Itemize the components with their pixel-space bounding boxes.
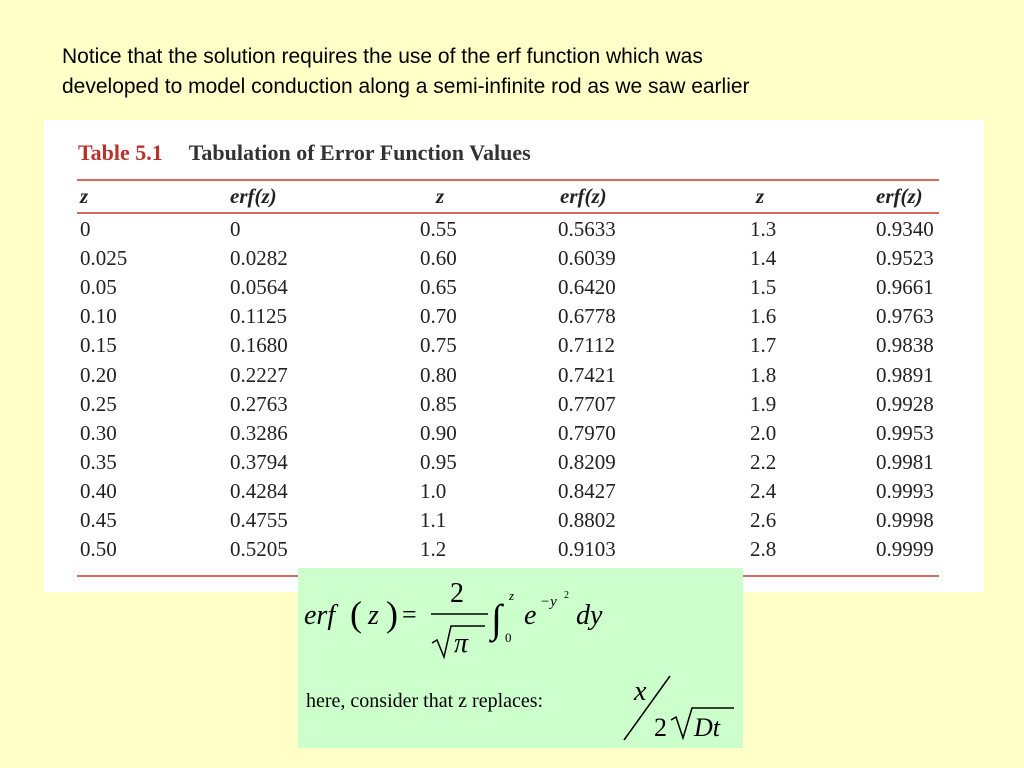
table-cell: 0.9661 (876, 275, 934, 299)
table-cell: 0.9838 (876, 333, 934, 357)
table-cell: 0.6420 (558, 275, 616, 299)
table-cell: 0.10 (80, 304, 117, 328)
formula-numerator: 2 (450, 578, 464, 609)
integral-icon: ∫ (491, 596, 502, 641)
table-cell: 0.2227 (230, 363, 288, 387)
table-cell: 0.95 (420, 450, 457, 474)
note-text: here, consider that z replaces: (306, 690, 544, 712)
table-cell: 0.0282 (230, 246, 288, 270)
table-cell: 0.25 (80, 392, 117, 416)
table-cell: 0.3794 (230, 450, 288, 474)
table-cell: 0.9340 (876, 217, 934, 241)
table-cell: 1.8 (750, 363, 777, 387)
table-cell: 0.9999 (876, 537, 934, 561)
formula-lhs-arg: z (368, 600, 379, 631)
formula-box (298, 568, 743, 748)
formula-close-paren: ) (386, 594, 398, 634)
table-cell: 0.3286 (230, 421, 288, 445)
table-cell: 0.2763 (230, 392, 288, 416)
table-cell: 0.9523 (876, 246, 934, 270)
table-name: Tabulation of Error Function Values (188, 140, 531, 165)
table-cell: 2.6 (750, 508, 777, 532)
intro-text (62, 42, 962, 102)
formula-equals: = (402, 600, 417, 629)
table-number: Table 5.1 (78, 140, 163, 165)
table-cell: 0.05 (80, 275, 117, 299)
table-cell: 0.9928 (876, 392, 934, 416)
table-cell: 1.7 (750, 333, 777, 357)
header-z-3: z (756, 184, 765, 208)
table-cell: 0.9891 (876, 363, 934, 387)
table-cell: 0.65 (420, 275, 457, 299)
table-cell: 1.4 (750, 246, 777, 270)
formula-denominator: π (454, 628, 469, 659)
table-cell: 1.6 (750, 304, 777, 328)
table-cell: 0.45 (80, 508, 117, 532)
table-top-rule (77, 179, 939, 181)
intro-line-1: Notice that the solution requires the use of the erf function which was (62, 45, 703, 68)
formula-exponent-power: 2 (564, 590, 569, 601)
table-cell: 0.4755 (230, 508, 288, 532)
table-cell: 1.3 (750, 217, 777, 241)
table-cell: 0.7707 (558, 392, 616, 416)
table-cell: 0.8802 (558, 508, 616, 532)
table-cell: 0 (230, 217, 241, 241)
note-coefficient: 2 (654, 713, 667, 742)
table-cell: 2.2 (750, 450, 777, 474)
table-cell: 1.9 (750, 392, 777, 416)
formula-base: e (524, 600, 537, 631)
table-cell: 1.1 (420, 508, 447, 532)
table-cell: 0.60 (420, 246, 457, 270)
table-cell: 0.75 (420, 333, 457, 357)
table-header-rule (77, 212, 939, 214)
table-cell: 0.9998 (876, 508, 934, 532)
formula-lhs-func: erf (304, 600, 336, 631)
table-cell: 0.80 (420, 363, 457, 387)
table-cell: 0.9103 (558, 537, 616, 561)
table-cell: 2.0 (750, 421, 777, 445)
table-cell: 0.0564 (230, 275, 288, 299)
formula-lower-limit: 0 (505, 630, 512, 645)
table-cell: 0.7421 (558, 363, 616, 387)
table-cell: 0.8427 (558, 479, 616, 503)
table-cell: 0.50 (80, 537, 117, 561)
error-function-table (44, 120, 984, 592)
table-cell: 0.1680 (230, 333, 288, 357)
table-cell: 1.0 (420, 479, 447, 503)
note-numerator: x (634, 676, 647, 707)
table-cell: 0.35 (80, 450, 117, 474)
table-cell: 0.7112 (558, 333, 615, 357)
header-erf-1: erf(z) (230, 184, 277, 208)
table-cell: 0 (80, 217, 91, 241)
table-cell: 0.7970 (558, 421, 616, 445)
table-cell: 0.70 (420, 304, 457, 328)
table-cell: 0.9993 (876, 479, 934, 503)
formula-exponent: −y (540, 594, 557, 610)
table-cell: 0.9763 (876, 304, 934, 328)
table-title (78, 140, 531, 166)
table-cell: 0.8209 (558, 450, 616, 474)
header-erf-2: erf(z) (560, 184, 607, 208)
note-radicand: Dt (694, 713, 720, 742)
table-cell: 0.6778 (558, 304, 616, 328)
table-cell: 0.9981 (876, 450, 934, 474)
table-cell: 0.85 (420, 392, 457, 416)
table-cell: 0.5205 (230, 537, 288, 561)
table-cell: 0.90 (420, 421, 457, 445)
table-cell: 0.4284 (230, 479, 288, 503)
header-erf-3: erf(z) (876, 184, 923, 208)
table-cell: 2.4 (750, 479, 777, 503)
table-cell: 0.15 (80, 333, 117, 357)
table-cell: 0.55 (420, 217, 457, 241)
table-cell: 0.6039 (558, 246, 616, 270)
table-cell: 0.20 (80, 363, 117, 387)
table-cell: 0.1125 (230, 304, 287, 328)
table-cell: 0.9953 (876, 421, 934, 445)
header-z-2: z (436, 184, 445, 208)
table-cell: 0.5633 (558, 217, 616, 241)
formula-differential: dy (576, 600, 603, 631)
table-cell: 0.025 (80, 246, 128, 270)
erf-formula (298, 568, 743, 748)
table-cell: 1.5 (750, 275, 777, 299)
table-cell: 0.40 (80, 479, 117, 503)
formula-open-paren: ( (350, 594, 362, 634)
intro-line-2: developed to model conduction along a semi-infinite rod as we saw earlier (62, 75, 750, 98)
table-cell: 1.2 (420, 537, 447, 561)
formula-upper-limit: z (509, 588, 515, 603)
table-cell: 2.8 (750, 537, 777, 561)
header-z-1: z (80, 184, 89, 208)
table-cell: 0.30 (80, 421, 117, 445)
